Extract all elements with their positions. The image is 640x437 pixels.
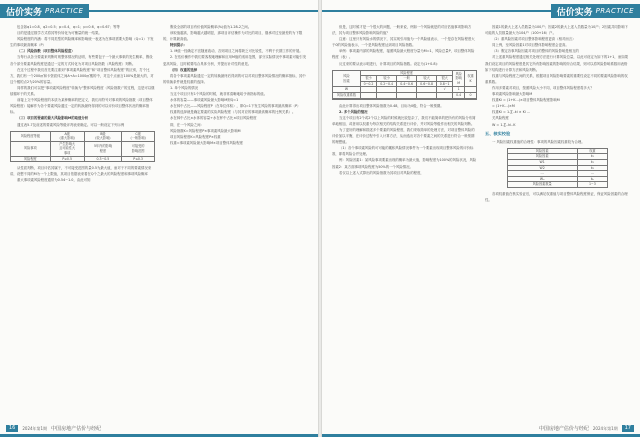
column-4 [485,24,630,419]
table-cell: kₙ [577,176,608,182]
paragraph: 若仅以上述入式算出的风险指数为其项目对风险的程度， [339,170,424,175]
paragraph: 当每行从各分要素来判断时则整体情况的证明，有些要包子一个最大事象的发生概率，假设各个部分要素风险程度是通过一定的方式转化为对项目风险指数（风险程度）判断。 [10,55,153,66]
section-heading: 五、核实校验 [485,130,511,136]
paragraph: 同样的我们可以把“事项素风险程度”转换为“整体风险程度（风险指数）”的过程，这是可以继续循环于的关系。 [10,85,155,97]
paragraph: 各项权重值在核实验证后，可以满足权重值与项目整体风险程度保证，保证风险因素的合理性。 [485,191,628,203]
paragraph: 关风险程度 [492,116,509,121]
paragraph: 对上述重风险程度通过相关处理方法进行计算风险总量，以此可设定为如下的1+1，而如果我们设定项目的风险程度是其它所有影响因素的影响的综合结果，则可以将风险影响系数用表格如下结构进行计算方法和风险判断。 [485,55,628,72]
mark-cell [377,98,397,99]
paragraph: 反过来的要从表示明进行，计算项目的风险指数。设定为(1+0.8)： [339,61,441,66]
page-number: 17 [622,425,634,432]
left-footer [6,425,101,432]
column-header: 权重 [577,148,608,154]
table-cell: … [577,171,608,177]
level-range: 0.6~0.8 [417,81,437,87]
paragraph: 1. 单个风险的情况 [170,85,199,90]
level-header: 较大 [417,76,437,82]
table-cell: 产生影响大 且可能性大 事项 [50,141,84,156]
weight-table [507,148,609,188]
paragraph: 为了更好的理解和描述多个要素的风险程度，我们采取简单的处理方法，对项目整体风险的评价加以平衡，在评价过程中引入计算方法，从而选出对各个要素之间的关系进行符合一般预期的理想值。 [332,128,475,145]
paragraph: （1）各个事项素风险的可可能的累积风险情况事件为一个要素出现项目整体风险的评价标准，即将风险合并处理。 [332,146,474,157]
paragraph: 同上例，至风险因素1对项目整体影响程度会更高。 [492,43,569,48]
m-cell: 1 [453,87,465,93]
section-tag: 估价实务 PRACTICE [0,4,89,18]
paragraph: 风险指数K=风险程度P×事项素风险最大影响M [170,128,241,133]
table-row [11,131,155,141]
issue-label: 2024年第1期 [592,425,618,431]
table-cell: B级 (较大影响) [84,131,122,141]
paragraph: 权重Ki = 1-∑..ki × Ki ... [492,110,531,115]
level-header: 一般 [397,76,417,82]
table-cell: 风险事项 [11,141,51,156]
table-cell: 风险程度 [11,156,51,162]
level-header: 很大 [437,76,453,82]
table-cell: 5年内的影响 程度 [84,141,122,156]
column-1 [10,24,155,419]
table-cell: W1 [507,159,577,165]
magazine-title: 中国房地产估价与经纪 [51,426,102,432]
table-cell: A级 (重大影响) [50,131,84,141]
table-cell: 1~3 [577,182,608,188]
level-header: 很小 [360,76,376,82]
paragraph: 一 风险因素权重值的合理性：事项的风险因素权重较为合理。 [492,139,585,144]
risk-grade-table [10,131,155,163]
table-cell: 0.3~0.5 [84,156,122,162]
paragraph: 因素1的最大上述入员数量为100户；因素2的最大上述入员数量为10户；2因素共同影响下可能的人员数量最大为104户（100+16）户。 [485,25,628,36]
paragraph: 在这个过程中我们首先要注重到“事项素风险程度”和“项目整体风险程度”的区别，打个比方，我们有一个200㎡和卡资质体之间A→A=1000㎡楼的中，对这个点而言100%是最大的，对这个楼的点2为20%的容量。 [10,67,154,84]
m-cell [453,98,465,99]
risk-factor-cell: W [333,87,361,93]
issue-label: 2024年第1期 [22,425,48,431]
paragraph: 例：风险因素1：某风险事项要素出现的概率为最大值，影响程度为100%的风险状况，风险因素2：某方面事项风险程度为50%的一个风险情况。 [332,158,477,169]
table-cell: Wₙ [507,176,577,182]
paragraph: 举例：事项素内部的风险程度，接照风险最大程度分量为M=1，风险总量P，项目整体风险程度（表）。 [332,49,475,60]
paragraph: （3）假定各事风险因素对项目的整体的风险影响是相互的 [492,49,579,54]
table-cell: P≥0.5 [50,156,84,162]
paragraph: 当这个项目有2个或2个以上风险的时候就比较复杂了，我们不能简单的把所有的风险分布简单地相加，或者用以权重为每次相关的结构关系进行评价、并对风险等级作出相关的风险判断。 [332,115,476,126]
paragraph: 即，在一个风险之间： [170,122,204,127]
m-cell: 0.4 [453,93,465,99]
mark-cell: √ [437,87,453,93]
paragraph: 但是，这时候才是一个很大的问题，一般来说，例如一个风险就是的对应估值事项影响方法，其为项目整体风险影响风险的值？ [332,25,472,36]
page-number: 16 [6,425,18,432]
paragraph: 风险程度的内涵：将不同类型的风险概率和影响统一表述为在事项需要大影响（Q=1）下发生的事项最高概率（P） [10,37,154,48]
left-header [0,4,318,18]
risk-factor-cell [333,98,361,99]
paragraph: 权重与风险程度之间的关系，根据项目风险影响要素的重要性设定不同的要素风险影响的权重系数。 [485,73,628,84]
level-range: 0~0.2 [360,81,376,87]
paragraph: 权重=事项素风险最大影响M×项目整体风险程度 [170,140,244,145]
level-range: 0.8~1 [437,81,453,87]
paragraph: 权重Ki = (1+K...)×项目整体风险程度影响M [492,98,560,103]
table-cell: k₁ [577,154,608,160]
paragraph: 当这个项目只有1个风险的时候，就非常清晰地给予该指标的值。 [170,92,268,97]
header-rule [322,10,551,12]
paragraph: 通过表5-7及前述的要素风险等级评判表来确定。可以一般设定下列示例 [17,122,125,127]
paragraph: 特别提示： [170,43,187,48]
paragraph: 水在林中占比——风险程度P（在单位体积），即Q=1下发生风险的事项最高概率（P） [170,104,301,109]
paragraph: = (1+K...)×M [492,104,515,109]
paragraph: 1. M值一经确定不宜随意改动，否则项目之间将缺乏可比较性，不利于长期工作的开展。 [170,49,303,54]
m-header: 风险 影响 M [453,70,465,87]
k-cell [465,98,477,99]
risk-factor-cell: 风险权重系数 [333,93,361,99]
table-cell: W2 [507,165,577,171]
k-cell: 0 [465,93,477,99]
level-range: 0.2~0.4 [377,81,397,87]
table-row [507,182,608,188]
mark-cell [360,98,376,99]
paragraph: 该取值越高，影响越大越明显，那项目评估操作为对比的项目，继承对过至最差的为下限的，计算最高值。 [163,31,303,42]
column-header: 风险因素 [507,148,577,154]
mark-cell [417,98,437,99]
level-range: 0.4~0.6 [397,81,417,87]
paragraph: 事项素风险影响最大影响M [492,92,533,97]
table-cell: P≤0.3 [122,156,155,162]
right-page [322,0,640,437]
column-2 [163,24,308,419]
table-cell: 风险因素 [507,154,577,160]
table-cell: 可接受的 影响范围 [122,141,155,156]
paragraph: 2. 多个风险的情况 [339,109,368,114]
paragraph: 将各个事项素风险通过一定的转换最终后得到的可以对项目整体风险情况的概率指标，其中的转换条件就是权重的选择。 [163,73,306,84]
paragraph: 目的是通过数学方式将其等价转化为可衡量的统一结果。 [17,31,102,36]
right-header [322,4,640,18]
table-cell: k₁ [577,159,608,165]
table-cell: … [507,171,577,177]
table-cell: 风险程度等级 [11,131,51,141]
table-cell: C级 (一般影响) [122,131,155,141]
k-header: 权重 K [465,70,477,87]
paragraph: 水体的容量——事项素风险最大影响M则Q=1 [170,98,239,103]
paragraph: 作用多要素对项目，按照风险大小不同，项目整体风险程度将多大？ [492,85,594,90]
risk-level-table [332,70,477,100]
paragraph: 2. 在估价操作中我们要客观地理解和应用M值的适用范围，部分实际情况中事项素可能引发更高风险，这时候要结合具体分析，并提出针对性的意见。 [163,55,307,66]
corner-cell: 风险 因素 [333,70,361,87]
mark-cell [397,98,417,99]
section-tag: 估价实务 PRACTICE [551,4,640,18]
paragraph: 包含如q1=0.8，q2=0.5；p=0.4，q=1；p=0.6，q=0.67；等等 [17,25,120,29]
paragraph: （三）项目的要素的最大风险影响M的取值分析 [17,116,89,121]
level-header: 较小 [377,76,397,82]
column-3 [332,24,477,419]
paragraph: 由此计算得出项目整体风险指数为0.48，目标为0级，符合一般预期。 [339,103,444,108]
paragraph: 注意：这里只有风险水的情况下，其实现引用值为一个风险值表示，一个是存在风险程度大于0的风险值表示，一个是风险程度达到项目风险指数。 [332,37,475,48]
header-rule [89,10,318,12]
paragraph: （二）风险指数（项目整体风险程度） [17,49,75,54]
paragraph: 水在林中占比×水体的容量÷水在杯中占比×项目风险程度 [170,116,257,121]
table-cell: 风险因素数量 [507,182,577,188]
paragraph: 前接上文中风险程度的本质为某种概率的把定义，我们用符号对事项的风险指数（项目整体风险程度）接解作为各个要素风险通过一定的转换最终得到的可以评价项目整体状况的概率指标。 [10,98,153,115]
paragraph: （四）权重的选择 [170,67,198,72]
table-row [333,98,477,99]
table-row [11,141,155,156]
paragraph: 假设全部的项目有价值风险概率(%)值为1.28-2之间。 [170,25,252,29]
paragraph: W = 1-∑..ki..K [492,122,516,127]
paragraph: 重大事项素风险程度通常为0.54~1.0，由此可知 [17,178,91,183]
table-cell: k₂ [577,165,608,171]
paragraph: 项目风险程度K=风险程度P×权重 [170,134,221,139]
risk-degree-header: 风险程度 [360,70,452,76]
left-page [0,0,318,437]
table-row [11,156,155,162]
paragraph: 从性质判断，项目评估其属于，不可接受范围的量0.5为最大值，而对于不同的要素情况来讲，设想不同的M为一个上限值，其项目依据表来看在Q个之最大的风险程度和事项风险概率 [10,166,152,177]
paragraph: 权重的选择就是确定要素的实际风险程度（与其对应的事项最高概率的比例关系）。 [170,110,296,115]
magazine-title: 中国房地产估价与经纪 [538,426,589,432]
mark-cell [437,98,453,99]
paragraph: （2）重风险因素对项目整体影响程度更高（相对而言） [492,37,576,42]
right-footer [539,425,634,432]
